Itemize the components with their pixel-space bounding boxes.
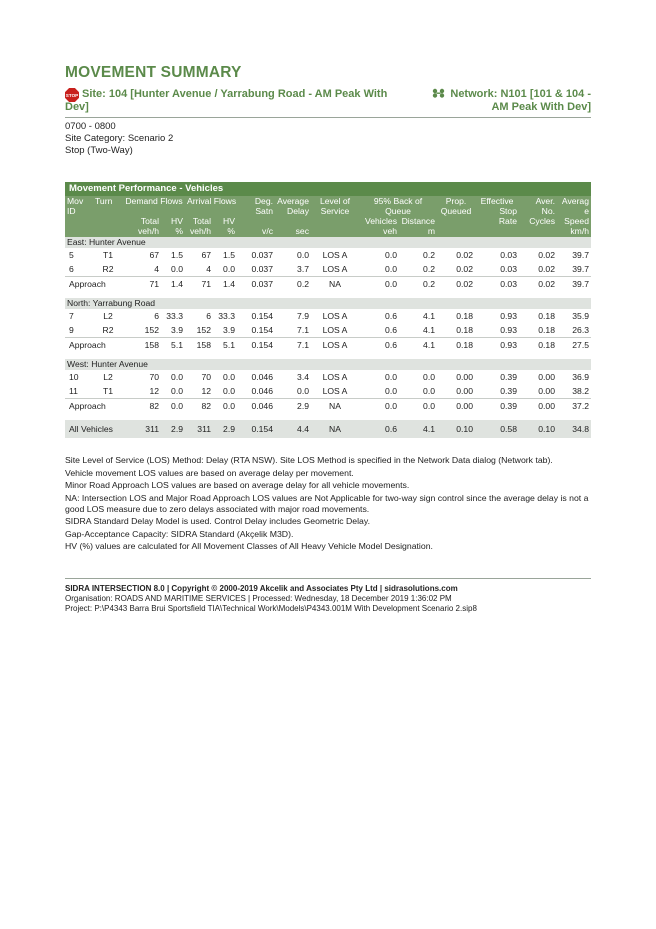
- col-averag: Averag: [557, 196, 591, 206]
- table-cell: 33.3: [218, 311, 235, 321]
- note-line: HV (%) values are calculated for All Movement Classes of All Heavy Vehicle Model Designation.: [65, 541, 433, 551]
- table-cell: 0.154: [251, 311, 273, 321]
- table-cell: LOS A: [322, 325, 348, 335]
- table-cell: 36.9: [572, 372, 589, 382]
- table-cell: LOS A: [322, 386, 348, 396]
- footer-organisation: Organisation: ROADS AND MARITIME SERVICES | Processed: Wednesday, 18 December 2019 1:36:02 PM: [65, 594, 452, 603]
- table-cell: 1.5: [171, 250, 183, 260]
- table-cell: 0.2: [423, 264, 435, 274]
- table-cell: 0.02: [437, 277, 475, 292]
- col-turn: Turn: [93, 196, 123, 206]
- note-line: SIDRA Standard Delay Model is used. Control Delay includes Geometric Delay.: [65, 516, 371, 526]
- table-cell: 0.39: [500, 386, 517, 396]
- unit-vc: v/c: [237, 226, 275, 237]
- table-cell: 0.00: [519, 399, 557, 414]
- table-cell: Approach: [65, 338, 123, 353]
- col-95-back: 95% Back of: [359, 196, 437, 206]
- table-cell: 158: [185, 338, 213, 353]
- table-cell: 37.2: [557, 399, 591, 414]
- col-average: Average: [275, 196, 311, 206]
- table-cell: LOS A: [322, 372, 348, 382]
- spacer-row: [65, 413, 591, 420]
- table-cell: 0.18: [538, 311, 555, 321]
- unit-m: m: [399, 226, 437, 237]
- col-cycles: Cycles: [519, 216, 557, 226]
- table-cell: NA: [311, 399, 359, 414]
- col-vehicles: Vehicles: [359, 216, 399, 226]
- table-cell: 0.00: [538, 372, 555, 382]
- all-vehicles-row: [65, 420, 591, 438]
- table-cell: 2.9: [275, 399, 311, 414]
- table-cell: 6: [206, 311, 211, 321]
- approach-row: [65, 277, 591, 292]
- table-cell: 26.3: [572, 325, 589, 335]
- col-speed: Speed: [557, 216, 591, 226]
- table-cell: 152: [196, 325, 211, 335]
- table-cell: 1.4: [161, 277, 185, 292]
- table-cell: 3.7: [297, 264, 309, 274]
- col-total: Total: [123, 216, 161, 226]
- header-divider: [65, 117, 591, 118]
- table-cell: 0.2: [275, 277, 311, 292]
- table-cell: 0.0: [385, 386, 397, 396]
- table-cell: 311: [123, 420, 161, 438]
- table-cell: 0.0: [171, 386, 183, 396]
- page-title: MOVEMENT SUMMARY: [65, 64, 242, 81]
- table-cell: 0.18: [456, 325, 473, 335]
- table-row: [65, 370, 591, 384]
- table-cell: 7.9: [297, 311, 309, 321]
- table-cell: 0.0: [359, 399, 399, 414]
- table-cell: 158: [123, 338, 161, 353]
- col-total2: Total: [185, 216, 213, 226]
- table-cell: 0.037: [237, 277, 275, 292]
- site-category: Site Category: Scenario 2: [65, 133, 174, 144]
- table-cell: LOS A: [322, 311, 348, 321]
- col-rate: Rate: [475, 216, 519, 226]
- table-cell: 4.1: [423, 325, 435, 335]
- col-distance: Distance: [399, 216, 437, 226]
- table-cell: Approach: [65, 399, 123, 414]
- header-row-1: [65, 196, 591, 206]
- table-cell: 71: [123, 277, 161, 292]
- col-id: ID: [65, 206, 93, 216]
- table-cell: 35.9: [572, 311, 589, 321]
- table-cell: 0.2: [399, 277, 437, 292]
- col-aver: Aver.: [519, 196, 557, 206]
- table-cell: 0.02: [538, 250, 555, 260]
- table-title: Movement Performance - Vehicles: [65, 182, 591, 196]
- table-cell: 0.6: [359, 420, 399, 438]
- col-service: Service: [311, 206, 359, 216]
- table-cell: 71: [185, 277, 213, 292]
- table-cell: 0.93: [500, 311, 517, 321]
- table-cell: 0.0: [385, 250, 397, 260]
- approach-section: [65, 359, 591, 370]
- unit-vehh: veh/h: [123, 226, 161, 237]
- col-prop: Prop.: [437, 196, 475, 206]
- table-cell: 39.7: [557, 277, 591, 292]
- table-cell: 6: [154, 311, 159, 321]
- table-cell: All Vehicles: [65, 420, 123, 438]
- table-cell: 0.0: [423, 386, 435, 396]
- network-title: [411, 88, 591, 114]
- col-e: e: [557, 206, 591, 216]
- table-cell: 0.93: [500, 325, 517, 335]
- table-cell: 0.037: [251, 250, 273, 260]
- table-cell: LOS A: [311, 338, 359, 353]
- table-cell: 0.18: [538, 325, 555, 335]
- table-cell: 0.18: [519, 338, 557, 353]
- spacer-row: [65, 291, 591, 298]
- network-title-line1: Network: N101 [101 & 104 -: [450, 88, 591, 100]
- footer-project: Project: P:\P4343 Barra Brui Sportsfield TIA\Technical Work\Models\P4343.001M With Development Scenario 2.sip8: [65, 604, 477, 613]
- table-cell: T1: [102, 386, 114, 396]
- table-row: [65, 309, 591, 323]
- table-cell: 0.39: [475, 399, 519, 414]
- notes: [65, 455, 591, 554]
- table-cell: 4.1: [399, 420, 437, 438]
- col-queued: Queued: [437, 206, 475, 216]
- table-cell: 0.0: [399, 399, 437, 414]
- table-cell: 38.2: [572, 386, 589, 396]
- table-cell: 82: [123, 399, 161, 414]
- table-cell: R2: [102, 325, 114, 335]
- table-cell: 0.0: [161, 399, 185, 414]
- table-cell: 2.9: [213, 420, 237, 438]
- footer-divider: [65, 578, 591, 579]
- unit-veh: veh: [359, 226, 399, 237]
- table-cell: 311: [185, 420, 213, 438]
- table-cell: 12: [201, 386, 211, 396]
- svg-text:STOP: STOP: [65, 93, 79, 99]
- col-stop: Stop: [475, 206, 519, 216]
- table-cell: 27.5: [557, 338, 591, 353]
- note-line: Gap-Acceptance Capacity: SIDRA Standard (Akçelik M3D).: [65, 528, 294, 539]
- table-cell: 4.4: [275, 420, 311, 438]
- table-row: [65, 248, 591, 262]
- unit-vehh2: veh/h: [185, 226, 213, 237]
- footer-copyright: SIDRA INTERSECTION 8.0 | Copyright © 2000-2019 Akcelik and Associates Pty Ltd | sidrasolutions.com: [65, 584, 458, 593]
- table-cell: 4.1: [399, 338, 437, 353]
- table-cell: 0.10: [519, 420, 557, 438]
- time-period: 0700 - 0800: [65, 121, 116, 132]
- table-cell: 0.00: [538, 386, 555, 396]
- unit-kmh: km/h: [557, 226, 591, 237]
- table-cell: 0.046: [251, 372, 273, 382]
- table-cell: 0.0: [385, 264, 397, 274]
- table-cell: 67: [149, 250, 159, 260]
- spacer-row: [65, 352, 591, 359]
- header-row-2: [65, 206, 591, 216]
- section-name: East: Hunter Avenue: [65, 237, 591, 249]
- table-cell: 0.02: [456, 264, 473, 274]
- table-cell: 9: [69, 325, 74, 335]
- table-cell: 0.0: [385, 372, 397, 382]
- col-effective: Effective: [475, 196, 519, 206]
- note-line: NA: Intersection LOS and Major Road Approach LOS values are Not Applicable for two-way sign control since the average delay is not a good LOS measure due to zero delays associated with major road movements.: [65, 492, 589, 514]
- table-cell: 6: [69, 264, 74, 274]
- table-cell: 0.0: [223, 372, 235, 382]
- stop-sign-icon: [65, 88, 79, 102]
- table-cell: 33.3: [166, 311, 183, 321]
- table-cell: 0.0: [171, 264, 183, 274]
- table-cell: 12: [149, 386, 159, 396]
- performance-grid: [65, 196, 591, 438]
- control-type: Stop (Two-Way): [65, 145, 133, 156]
- table-cell: LOS A: [322, 250, 348, 260]
- note-line: Minor Road Approach LOS values are based on average delay for all vehicle movements.: [65, 480, 410, 490]
- table-cell: 0.154: [251, 325, 273, 335]
- table-row: [65, 384, 591, 399]
- table-cell: 7.1: [275, 338, 311, 353]
- table-cell: 0.0: [223, 386, 235, 396]
- network-icon: [432, 88, 447, 98]
- table-cell: 0.6: [385, 325, 397, 335]
- table-body: [65, 237, 591, 439]
- table-cell: 0.0: [423, 372, 435, 382]
- table-cell: 3.9: [223, 325, 235, 335]
- note-line: Vehicle movement LOS values are based on average delay per movement.: [65, 467, 354, 478]
- header-units-row: [65, 226, 591, 237]
- unit-pct2: %: [213, 226, 237, 237]
- table-cell: R2: [102, 264, 114, 274]
- table-cell: 0.02: [538, 264, 555, 274]
- col-arrival-flows: Arrival Flows: [187, 196, 237, 206]
- table-cell: 34.8: [557, 420, 591, 438]
- table-row: [65, 323, 591, 338]
- unit-pct: %: [161, 226, 185, 237]
- table-cell: LOS A: [322, 264, 348, 274]
- table-cell: NA: [311, 277, 359, 292]
- table-row: [65, 262, 591, 277]
- table-cell: 10: [69, 372, 79, 382]
- table-cell: 0.6: [385, 311, 397, 321]
- table-cell: 0.154: [237, 420, 275, 438]
- table-cell: 1.5: [223, 250, 235, 260]
- col-satn: Satn: [237, 206, 275, 216]
- table-cell: 5.1: [161, 338, 185, 353]
- table-cell: 0.037: [251, 264, 273, 274]
- table-cell: 7: [69, 311, 74, 321]
- note-line: Site Level of Service (LOS) Method: Delay (RTA NSW). Site LOS Method is specified in the Network Data dialog (Network tab).: [65, 455, 553, 465]
- table-cell: 0.0: [297, 386, 309, 396]
- table-cell: 3.4: [297, 372, 309, 382]
- table-cell: 5: [69, 250, 74, 260]
- col-queue: Queue: [359, 206, 437, 216]
- table-cell: 0.03: [500, 250, 517, 260]
- col-level-of: Level of: [311, 196, 359, 206]
- table-cell: 0.0: [171, 372, 183, 382]
- table-cell: 0.02: [519, 277, 557, 292]
- col-demand-flows: Demand Flows: [123, 196, 185, 206]
- table-cell: 0.18: [456, 311, 473, 321]
- site-meta: [65, 121, 173, 157]
- table-cell: 39.7: [572, 250, 589, 260]
- table-cell: 0.02: [456, 250, 473, 260]
- approach-section: [65, 237, 591, 249]
- table-cell: 0.0: [359, 277, 399, 292]
- table-cell: 5.1: [213, 338, 237, 353]
- unit-sec: sec: [275, 226, 311, 237]
- approach-section: [65, 298, 591, 309]
- table-cell: 0.046: [237, 399, 275, 414]
- table-cell: 11: [69, 386, 78, 396]
- table-cell: L2: [103, 372, 113, 382]
- col-delay: Delay: [275, 206, 311, 216]
- col-no: No.: [519, 206, 557, 216]
- table-cell: 3.9: [171, 325, 183, 335]
- site-header: [65, 88, 591, 116]
- col-hv: HV: [161, 216, 185, 226]
- header-row-3: [65, 216, 591, 226]
- table-cell: 0.00: [437, 399, 475, 414]
- table-cell: 67: [201, 250, 211, 260]
- site-title-line1: Site: 104 [Hunter Avenue / Yarrabung Road - AM Peak With: [82, 88, 388, 100]
- table-cell: T1: [102, 250, 114, 260]
- table-cell: 0.58: [475, 420, 519, 438]
- table-cell: 0.046: [251, 386, 273, 396]
- footer: [65, 584, 591, 614]
- table-cell: 1.4: [213, 277, 237, 292]
- table-cell: 0.10: [437, 420, 475, 438]
- table-cell: 0.2: [423, 250, 435, 260]
- table-cell: 4: [206, 264, 211, 274]
- section-name: North: Yarrabung Road: [65, 298, 591, 309]
- movement-performance-table: [65, 182, 591, 438]
- table-cell: 2.9: [161, 420, 185, 438]
- table-cell: 0.93: [475, 338, 519, 353]
- table-cell: 4.1: [423, 311, 435, 321]
- table-cell: 0.00: [456, 386, 473, 396]
- table-cell: 39.7: [572, 264, 589, 274]
- table-cell: 70: [201, 372, 211, 382]
- table-cell: 0.0: [297, 250, 309, 260]
- section-name: West: Hunter Avenue: [65, 359, 591, 370]
- col-hv2: HV: [213, 216, 237, 226]
- table-cell: 0.03: [475, 277, 519, 292]
- col-mov: Mov: [65, 196, 93, 206]
- table-cell: L2: [103, 311, 113, 321]
- site-title-line2: Dev]: [65, 101, 89, 113]
- table-cell: 70: [149, 372, 159, 382]
- network-title-line2: AM Peak With Dev]: [491, 101, 591, 113]
- table-cell: 7.1: [297, 325, 309, 335]
- table-cell: 0.03: [500, 264, 517, 274]
- table-cell: NA: [311, 420, 359, 438]
- table-cell: 0.0: [223, 264, 235, 274]
- table-cell: 0.0: [213, 399, 237, 414]
- table-cell: 152: [144, 325, 159, 335]
- table-cell: 0.6: [359, 338, 399, 353]
- table-cell: 4: [154, 264, 159, 274]
- approach-row: [65, 338, 591, 353]
- col-deg: Deg.: [237, 196, 275, 206]
- table-cell: 0.154: [237, 338, 275, 353]
- approach-row: [65, 399, 591, 414]
- table-cell: Approach: [65, 277, 123, 292]
- table-cell: 0.00: [456, 372, 473, 382]
- table-cell: 0.39: [500, 372, 517, 382]
- table-cell: 0.18: [437, 338, 475, 353]
- table-cell: 82: [185, 399, 213, 414]
